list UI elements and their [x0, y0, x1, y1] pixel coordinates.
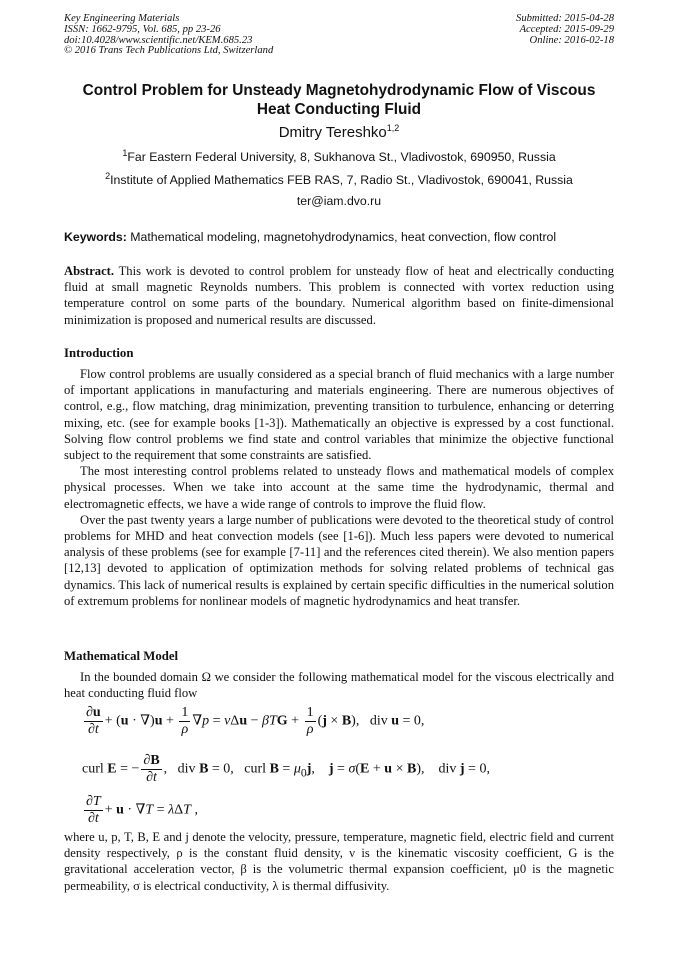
author-name: Dmitry Tereshko [278, 124, 387, 141]
affiliation-2 [0, 170, 678, 187]
accepted-date: Accepted: 2015-09-29 [519, 23, 614, 35]
paper-title [56, 81, 622, 119]
model-intro [64, 669, 614, 701]
intro-paragraph-2: The most interesting control problems related to unsteady flows and mathematical models of complex physical processes. When we take into account at the same time the hydrodynamic, thermal and electromagnetic effects, we have a wide range of controls to improve the fluid flow. [64, 464, 614, 511]
keywords-label: Keywords: [64, 230, 127, 244]
affiliation-1-text: Far Eastern Federal University, 8, Sukhanova St., Vladivostok, 690950, Russia [127, 150, 556, 164]
issn-line: ISSN: 1662-9795, Vol. 685, pp 23-26 [64, 23, 221, 35]
submitted-date: Submitted: 2015-04-28 [516, 13, 614, 24]
model-heading: Mathematical Model [64, 649, 179, 663]
abstract-label: Abstract. [64, 264, 115, 278]
author [0, 124, 678, 141]
affiliation-1-sup: 1 [122, 147, 128, 158]
journal-name: Key Engineering Materials [64, 13, 180, 24]
affiliation-1 [0, 147, 678, 164]
copyright-line: © 2016 Trans Tech Publications Ltd, Switzerland [64, 45, 274, 57]
equation-momentum: $\frac{\partial u}{\partial t}$ + (u · ∇)u + $\frac{1}{\rho}$ ∇p = νΔu − βTG + $\frac{1}{\rho}$ (j × B), div u = 0, [86, 705, 425, 737]
intro-paragraph-1: Flow control problems are usually considered as a special branch of fluid mechanics with a large number of important applications in manufacturing and materials engineering. There are numerous objectives of control, e.g., flow matching, drag minimization, preventing transition to turbulence, enhancing or deterring mixing, etc. (see for example books [1-3]). Mathematically an objective is expressed by a cost functional. Solving flow control problems we find state and control variables that minimize the objective functional subject to the requirement that some constraints are satisfied. [64, 367, 614, 463]
abstract-text: This work is devoted to control problem for unsteady flow of heat and electrically conducting fluid at small magnetic Reynolds numbers. This problem is connected with vortex reduction using temperature control on some parts of the boundary. Numerical algorithm based on finite-dimensional minimization is proposed and numerical results are discussed. [64, 264, 615, 327]
doi-line: doi:10.4028/www.scientific.net/KEM.685.23 [64, 34, 253, 46]
dates-info [516, 14, 614, 46]
intro-paragraph-3: Over the past twenty years a large number of publications were devoted to the theoretical study of control problems for MHD and heat convection models (see [1-6]). Much less papers were devoted to numerical analysis of these problems (see for example [7-11] and the references cited therein). We also mention papers [12,13] devoted to application of optimization methods for solving related problems of technical gas dynamics. This lack of numerical results is explained by certain specific difficulties in the numerical solution of extremum problems for nonlinear models of magnetic hydrodynamics and heat transfer. [64, 512, 614, 608]
affiliation-2-sup: 2 [105, 170, 111, 181]
introduction-heading: Introduction [64, 346, 134, 360]
keywords-text: Mathematical modeling, magnetohydrodynamics, heat convection, flow control [130, 230, 557, 244]
abstract [64, 263, 614, 328]
online-date: Online: 2016-02-18 [529, 34, 614, 46]
equation-heat: $\frac{\partial T}{\partial t}$ + u · ∇T = λΔT , [86, 794, 198, 826]
author-email[interactable]: ter@iam.dvo.ru [296, 194, 382, 208]
keywords [64, 230, 556, 244]
equation-maxwell: curl E = − $\frac{\partial B}{\partial t}$ , div B = 0, curl $B = \mu_0j$, j = σ(E + u × B), div j = 0, [82, 753, 490, 785]
title-line-2: Heat Conducting Fluid [256, 101, 422, 118]
journal-info [64, 14, 273, 57]
model-closing: where u, p, T, B, E and j denote the velocity, pressure, temperature, magnetic field, electric field and current density respectively, ρ is the constant fluid density, ν is the kinematic viscosity coefficient, G is the gravitational acceleration vector, β is the volumetric thermal expansion coefficient, μ0 is the magnetic permeability, σ is electrical conductivity, λ is thermal diffusivity. [64, 830, 614, 893]
affiliation-2-text: Institute of Applied Mathematics FEB RAS, 7, Radio St., Vladivostok, 690041, Russia [110, 173, 573, 187]
author-sup: 1,2 [386, 123, 400, 133]
model-intro-text: In the bounded domain Ω we consider the following mathematical model for the viscous electrically and heat conducting fluid flow [64, 670, 614, 701]
introduction-body [64, 366, 614, 609]
title-line-1: Control Problem for Unsteady Magnetohydrodynamic Flow of Viscous [82, 82, 596, 99]
